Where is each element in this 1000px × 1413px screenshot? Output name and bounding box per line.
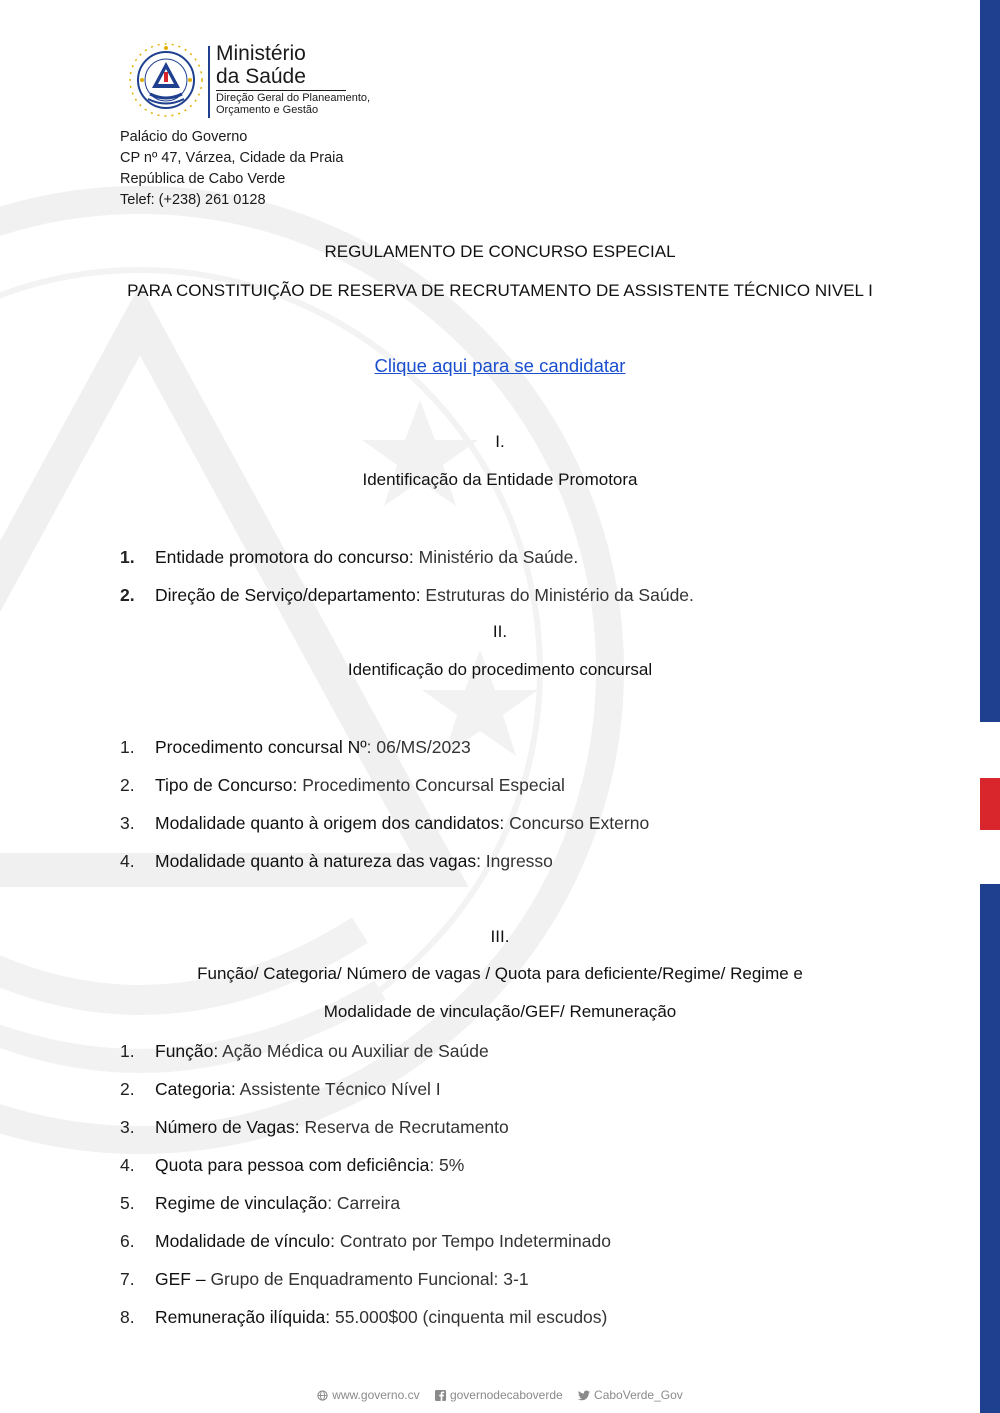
item-number: 3. — [120, 813, 135, 833]
section-1-heading: Identificação da Entidade Promotora — [362, 470, 638, 489]
item-value: Ingresso — [480, 851, 553, 871]
footer — [0, 1388, 1000, 1402]
section-1-numeral: I. — [495, 432, 505, 451]
item-label: Número de Vagas: — [155, 1117, 300, 1137]
list-item — [120, 545, 920, 569]
directorate-line1: Direção Geral do Planeamento, — [216, 92, 371, 104]
item-label: Categoria: — [155, 1079, 236, 1099]
address-line: Palácio do Governo — [120, 129, 248, 145]
item-number: 6. — [120, 1231, 135, 1251]
list-item — [120, 849, 920, 873]
list-item — [120, 1191, 920, 1215]
right-edge-red-bar — [980, 778, 1000, 830]
item-number: 1. — [120, 737, 135, 757]
address-line: República de Cabo Verde — [120, 171, 286, 187]
apply-link-wrapper — [0, 355, 1000, 377]
phone-line: Telef: (+238) 261 0128 — [120, 192, 266, 208]
item-label: Modalidade de vínculo: — [155, 1231, 335, 1251]
item-number: 8. — [120, 1307, 135, 1327]
list-item — [120, 811, 920, 835]
facebook-text: governodecaboverde — [449, 1388, 563, 1402]
item-value: Estruturas do Ministério da Saúde. — [420, 585, 694, 605]
item-number: 4. — [120, 1155, 135, 1175]
item-value: 55.000$00 (cinquenta mil escudos) — [330, 1307, 608, 1327]
twitter-text: CaboVerde_Gov — [594, 1388, 683, 1402]
list-item — [120, 1039, 920, 1063]
item-label: Modalidade quanto à natureza das vagas: — [155, 851, 481, 871]
item-number: 7. — [120, 1269, 135, 1289]
item-value: Grupo de Enquadramento Funcional: 3-1 — [205, 1269, 529, 1289]
coat-of-arms-icon — [128, 42, 204, 118]
item-number: 2. — [120, 1079, 135, 1099]
footer-website[interactable] — [317, 1388, 423, 1402]
item-label: Quota para pessoa com deficiência — [155, 1155, 430, 1175]
list-item — [120, 773, 920, 797]
item-label: Procedimento concursal Nº — [155, 737, 367, 757]
directorate-name — [216, 92, 370, 116]
item-number: 4. — [120, 851, 135, 871]
list-item — [120, 1267, 920, 1291]
address-block — [120, 127, 343, 211]
ministry-logo — [128, 42, 378, 122]
item-label: Remuneração ilíquida: — [155, 1307, 331, 1327]
section-3-heading-line1: Função/ Categoria/ Número de vagas / Quota para deficiente/Regime/ Regime e — [197, 964, 803, 983]
section-2-numeral: II. — [492, 622, 508, 641]
item-label: GEF – — [155, 1269, 206, 1289]
item-label: Direção de Serviço/departamento: — [155, 585, 421, 605]
list-item — [120, 1153, 920, 1177]
item-value: Contrato por Tempo Indeterminado — [334, 1231, 611, 1251]
address-line: CP nº 47, Várzea, Cidade da Praia — [120, 150, 344, 166]
item-value: : Carreira — [327, 1193, 401, 1213]
list-item — [120, 1305, 920, 1329]
list-item — [120, 735, 920, 759]
list-item — [120, 1115, 920, 1139]
item-number: 2. — [120, 585, 135, 605]
website-text: www.governo.cv — [332, 1388, 420, 1402]
item-number: 5. — [120, 1193, 135, 1213]
item-value: Concurso Externo — [504, 813, 650, 833]
item-label: Regime de vinculação — [155, 1193, 328, 1213]
footer-twitter[interactable] — [578, 1388, 683, 1402]
item-label: Tipo de Concurso: — [155, 775, 298, 795]
facebook-icon — [435, 1390, 446, 1401]
item-value: Ministério da Saúde. — [413, 547, 579, 567]
document-subtitle: PARA CONSTITUIÇÃO DE RESERVA DE RECRUTAMENTO DE ASSISTENTE TÉCNICO NIVEL I — [127, 281, 873, 300]
item-value: Ação Médica ou Auxiliar de Saúde — [218, 1041, 489, 1061]
item-value: Assistente Técnico Nível I — [235, 1079, 441, 1099]
item-number: 3. — [120, 1117, 135, 1137]
apply-link[interactable]: Clique aqui para se candidatar — [374, 355, 626, 376]
item-number: 2. — [120, 775, 135, 795]
item-value: Reserva de Recrutamento — [299, 1117, 509, 1137]
section-3-numeral: III. — [490, 927, 510, 946]
globe-icon — [317, 1390, 328, 1401]
item-number: 1. — [120, 547, 135, 567]
section-2-heading: Identificação do procedimento concursal — [347, 660, 653, 679]
directorate-line2: Orçamento e Gestão — [216, 104, 319, 116]
item-value: : 06/MS/2023 — [366, 737, 471, 757]
footer-facebook[interactable] — [435, 1388, 566, 1402]
item-label: Função: — [155, 1041, 219, 1061]
ministry-name-underline — [216, 90, 346, 91]
ministry-name — [216, 42, 306, 88]
list-item — [120, 1077, 920, 1101]
twitter-icon — [578, 1390, 590, 1401]
item-label: Entidade promotora do concurso: — [155, 547, 414, 567]
list-item — [120, 1229, 920, 1253]
item-value: Procedimento Concursal Especial — [297, 775, 565, 795]
section-3-heading-line2: Modalidade de vinculação/GEF/ Remuneração — [323, 1002, 677, 1021]
list-item — [120, 583, 920, 607]
brand-divider — [208, 46, 210, 118]
ministry-name-line2: da Saúde — [216, 65, 306, 88]
item-label: Modalidade quanto à origem dos candidatos: — [155, 813, 505, 833]
ministry-name-line1: Ministério — [216, 42, 306, 65]
item-value: : 5% — [429, 1155, 465, 1175]
document-title: REGULAMENTO DE CONCURSO ESPECIAL — [324, 242, 676, 261]
item-number: 1. — [120, 1041, 135, 1061]
